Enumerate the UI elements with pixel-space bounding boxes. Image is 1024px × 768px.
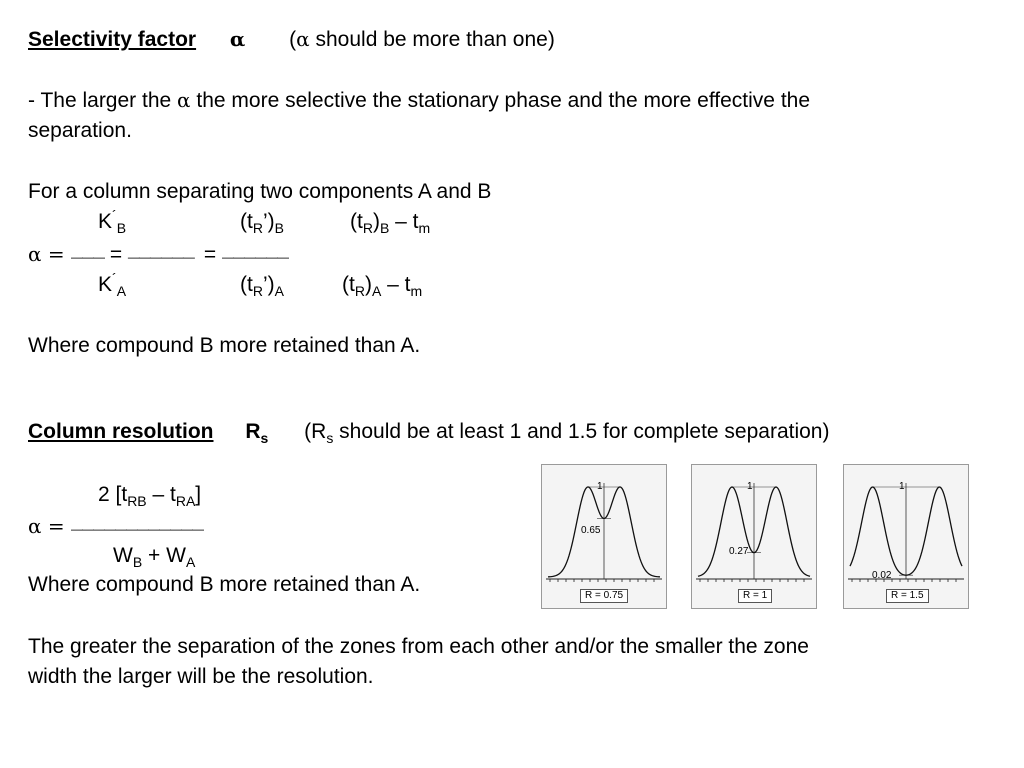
frac-line-1: ——— [70,250,104,264]
eq-num-tr-prime [240,210,284,234]
k-prime-a: ´ [112,270,117,286]
res-denominator [113,544,195,568]
frac-line-3: —————— [222,250,289,264]
rnote-sub: s [326,430,334,446]
k-sub-b: B [116,220,127,236]
selectivity-line2: separation. [28,119,132,142]
rden-w: W [113,544,133,567]
eq-num-tr [350,210,430,234]
rnum-a: 2 [t [98,483,128,506]
peak-label-1: 1 [597,481,603,492]
rnum-end: ] [195,483,202,506]
rnum-sub1: RB [127,493,147,509]
valley-label-2: 0.27 [729,546,749,557]
rnote-a: (R [304,420,327,443]
selectivity-note [289,28,555,51]
line1-alpha: α [177,88,191,112]
tr-minus-a: – t [381,273,411,296]
rden-plus: + W [142,544,186,567]
eq-alpha: α = [28,242,71,266]
figure-plot-3 [844,465,968,608]
k-letter-a: K [98,273,113,296]
tr-close-a: ) [364,273,372,296]
resolution-heading-line [28,420,829,444]
r-label-3: R = 1.5 [886,589,929,603]
line1-a: - The larger the [28,89,178,112]
t-close-a: ’) [262,273,275,296]
res-frac-line: ———————————— [70,522,203,536]
tr-sub: R [362,220,373,236]
tr-open-a: (t [342,273,355,296]
selectivity-intro: For a column separating two components A and B [28,180,492,203]
eq-num-k [98,207,127,236]
t-sub: R [252,220,263,236]
tr-minus: – t [389,210,419,233]
t-sub-a: A [274,283,284,299]
eq-den-tr-prime [240,273,284,297]
rnum-sub2: RA [175,493,196,509]
figure-plot-1 [542,465,666,608]
selectivity-line1 [28,88,810,113]
rs-sub: s [260,430,269,446]
rs-r: R [245,420,261,443]
resolution-note [304,420,830,446]
rnum-mid: – t [146,483,176,506]
resolution-heading: Column resolution [28,420,214,443]
rden-sub2: A [185,554,196,570]
peak-label-2: 1 [747,481,753,492]
tr-m-sub: m [418,220,431,236]
eq-den-k [98,270,127,299]
resolution-where: Where compound B more retained than A. [28,573,421,596]
closing-line1: The greater the separation of the zones from each other and/or the smaller the zone [28,635,809,658]
tr-m-sub-a: m [410,283,423,299]
peak-label-3: 1 [899,481,905,492]
selectivity-symbol: α [229,27,246,51]
eq-sign-2: = [203,243,223,266]
selectivity-heading: Selectivity factor [28,28,197,51]
figure-plot-2 [692,465,816,608]
selectivity-heading-line [28,27,555,52]
res-numerator [98,483,201,507]
k-sub-a: A [116,283,127,299]
tr-sub-a: A [371,283,382,299]
eq-fraction-row [28,242,288,269]
t-sub-b: B [274,220,284,236]
valley-label-1: 0.65 [581,525,601,536]
eq-den-tr [342,273,422,297]
tr-close: ) [372,210,380,233]
tr-sub-r-a: R [354,283,365,299]
eq-sign-1: = [103,243,128,266]
t-open: (t [240,210,253,233]
figure-panel-2 [691,464,817,609]
selectivity-where: Where compound B more retained than A. [28,334,421,357]
r-label-2: R = 1 [738,589,772,603]
t-sub-r-a: R [252,283,263,299]
res-fraction-row [28,514,203,541]
note-text: should be more than one) [309,28,555,51]
note-alpha: α [296,27,310,51]
resolution-symbol [245,420,269,446]
k-letter: K [98,210,113,233]
tr-sub-b: B [379,220,390,236]
closing-line2: width the larger will be the resolution. [28,665,374,688]
valley-label-3: 0.02 [872,570,892,581]
line1-b: the more selective the stationary phase and the more effective the [190,89,811,112]
r-label-1: R = 0.75 [580,589,628,603]
res-alpha: α = [28,514,71,538]
note-open: ( [289,28,297,51]
tr-open: (t [350,210,363,233]
frac-line-2: —————— [127,250,194,264]
k-prime: ´ [112,207,117,223]
t-close: ’) [262,210,275,233]
rden-sub1: B [132,554,143,570]
figure-panel-1 [541,464,667,609]
t-open-a: (t [240,273,253,296]
figure-panel-3 [843,464,969,609]
rnote-b: should be at least 1 and 1.5 for complete separation) [333,420,830,443]
